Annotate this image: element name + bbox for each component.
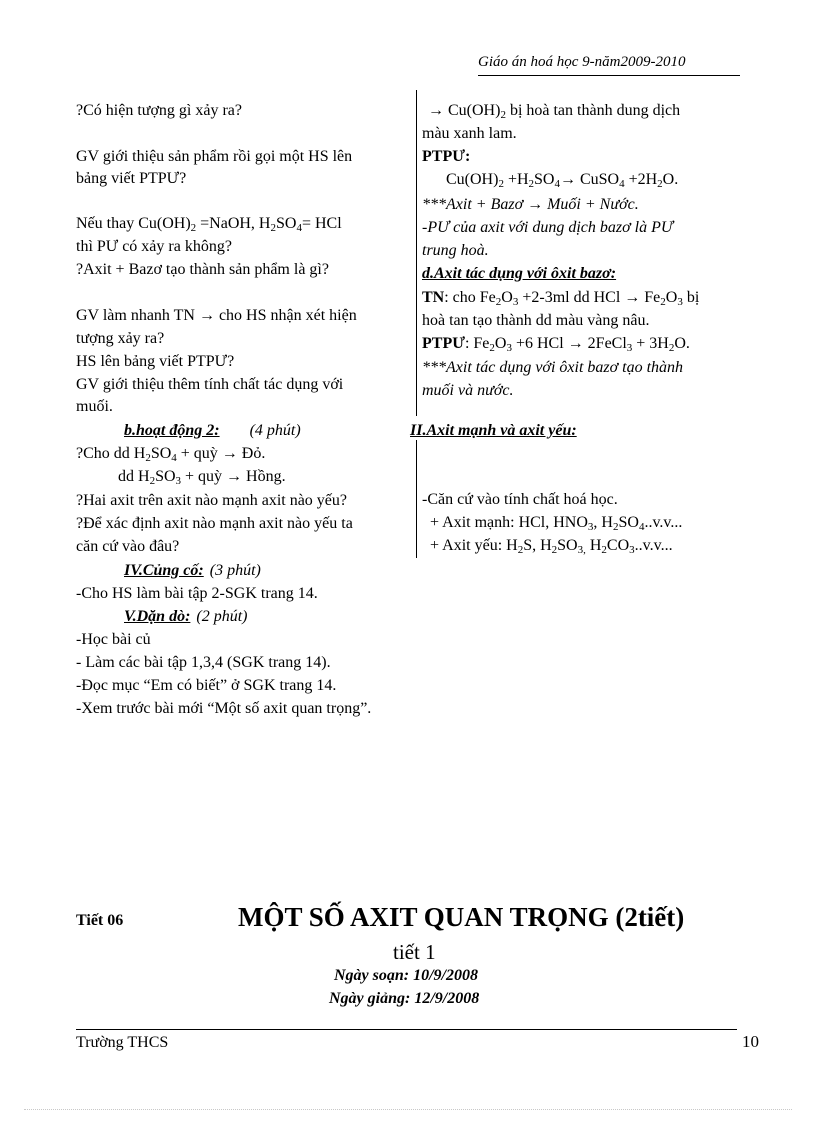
right-line: + Axit yếu: $H_2S$, $H_2SO_{3,}$ $H_2CO_3..v.v$...: [430, 537, 673, 556]
lesson-title: MỘT SỐ AXIT QUAN TRỌNG (2tiết): [238, 902, 685, 932]
section-d-heading: d.Axit tác dụng với ôxit bazơ:: [422, 265, 617, 282]
page-number: 10: [742, 1032, 759, 1051]
left-line: -Đọc mục “Em có biết” ở SGK trang 14.: [76, 677, 337, 694]
right-line: TN: cho $Fe_2O_3 +2-3ml$ dd HCl → $Fe_2O_3$ bị: [422, 289, 700, 308]
right-line: + Axit mạnh: HCl, $HNO_3$, $H_2SO_4..v.v$...: [430, 514, 683, 533]
right-line: ***Axit tác dụng với ôxit bazơ tạo thành: [422, 359, 684, 376]
left-line: HS lên bảng viết PTPƯ?: [76, 353, 235, 370]
left-line: GV giới thiệu thêm tính chất tác dụng với: [76, 376, 344, 393]
lesson-number: Tiết 06: [76, 912, 124, 929]
right-line: $Cu(OH)_2 +H_2SO_4\to$ CuSO$_4$ $+2H_2O$.: [446, 171, 679, 190]
left-line: bảng viết PTPƯ?: [76, 170, 187, 187]
left-line: thì PƯ có xảy ra không?: [76, 238, 232, 255]
left-line: ?Hai axit trên axit nào mạnh axit nào yếu?: [76, 492, 348, 509]
homework-heading: V.Dặn dò: (2 phút): [124, 608, 248, 625]
section-ii-heading: II.Axit mạnh và axit yếu:: [410, 422, 577, 439]
right-line: màu xanh lam.: [422, 125, 517, 142]
right-line: ***Axit + Bazơ → Muối + Nước.: [422, 196, 639, 213]
right-line: trung hoà.: [422, 242, 489, 259]
right-line: -PƯ của axit với dung dịch bazơ là PƯ: [422, 219, 673, 236]
consolidation-heading: IV.Củng cố: (3 phút): [124, 562, 261, 579]
left-line: ?Axit + Bazơ tạo thành sản phẩm là gì?: [76, 261, 329, 278]
left-line: GV giới thiệu sản phẩm rồi gọi một HS lên: [76, 148, 353, 165]
right-line: hoà tan tạo thành dd màu vàng nâu.: [422, 312, 650, 329]
left-line: ?Để xác định axit nào mạnh axit nào yếu ta: [76, 515, 353, 532]
left-line: căn cứ vào đâu?: [76, 538, 180, 555]
footer-school: Trường THCS: [76, 1034, 169, 1051]
footer-rule: [76, 1029, 737, 1030]
teach-date: Ngày giảng: 12/9/2008: [329, 990, 480, 1007]
left-line: -Học bài củ: [76, 631, 151, 648]
left-line: -Cho HS làm bài tập 2-SGK trang 14.: [76, 585, 318, 602]
left-line: muối.: [76, 398, 113, 415]
header-title: Giáo án hoá học 9-năm2009-2010: [478, 54, 686, 70]
right-line: PTPƯ: $Fe_2O_3 +6$ HCl → 2FeCl$_3$ + $3H_2O$.: [422, 335, 690, 354]
right-line: PTPƯ:: [422, 148, 471, 165]
left-line: ?Cho dd $H_2SO_4$ + quỳ → Đỏ.: [76, 445, 266, 464]
left-line: tượng xảy ra?: [76, 330, 165, 347]
left-line: ?Có hiện tượng gì xảy ra?: [76, 102, 242, 119]
left-line: Nếu thay $Cu(OH)_2$ =NaOH, $H_2SO_4=$ HCl: [76, 215, 342, 234]
right-line: → $Cu(OH)_2$ bị hoà tan thành dung dịch: [428, 102, 681, 121]
header-rule: [478, 75, 740, 76]
prep-date: Ngày soạn: 10/9/2008: [334, 967, 478, 984]
right-line: muối và nước.: [422, 382, 514, 399]
left-line: dd $H_2SO_3$ + quỳ → Hồng.: [118, 468, 286, 487]
lesson-subtitle: tiết 1: [393, 940, 436, 964]
left-line: GV làm nhanh TN → cho HS nhận xét hiện: [76, 307, 357, 324]
page-edge: [24, 1109, 792, 1110]
left-line: -Xem trước bài mới “Một số axit quan trọng”.: [76, 700, 372, 717]
right-line: -Căn cứ vào tính chất hoá học.: [422, 491, 618, 508]
column-divider-top: [416, 90, 417, 416]
column-divider-bottom: [416, 440, 417, 558]
activity-2-heading: b.hoạt động 2: (4 phút): [124, 422, 301, 439]
left-line: - Làm các bài tập 1,3,4 (SGK trang 14).: [76, 654, 331, 671]
